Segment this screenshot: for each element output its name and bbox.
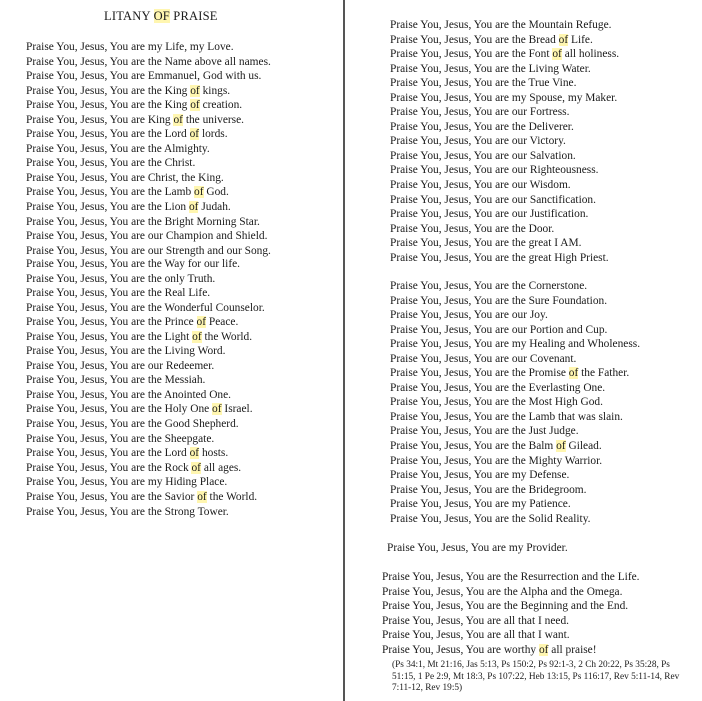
litany-line: Praise You, Jesus, You are the King of kings. — [26, 84, 231, 97]
litany-line: Praise You, Jesus, You are the Beginning and the End. — [382, 600, 629, 613]
litany-line: Praise You, Jesus, You are our Portion and Cup. — [390, 323, 608, 336]
litany-line: Praise You, Jesus, You are King of the universe. — [26, 113, 245, 126]
litany-line: Praise You, Jesus, You are the Mountain Refuge. — [390, 19, 612, 31]
litany-line: Praise You, Jesus, You are our Joy. — [390, 309, 548, 322]
highlighted-word: of — [556, 440, 566, 453]
litany-line: Praise You, Jesus, You are the Good Shepherd. — [26, 418, 239, 431]
left-stanza-3 — [26, 490, 257, 519]
litany-line: Praise You, Jesus, You are the great I AM. — [390, 237, 582, 250]
highlighted-word: of — [189, 128, 200, 141]
litany-line: Praise You, Jesus, You are the Font of all holiness. — [390, 48, 620, 61]
litany-line: Praise You, Jesus, You are the Everlasting One. — [390, 381, 606, 394]
page-title: LITANY OF PRAISE — [104, 9, 218, 23]
highlighted-word: of — [568, 367, 579, 380]
litany-line: Praise You, Jesus, You are worthy of all praise! — [382, 643, 597, 656]
litany-line: Praise You, Jesus, You are the Lamb of God. — [26, 186, 229, 199]
scripture-references: (Ps 34:1, Mt 21:16, Jas 5:13, Ps 150:2, Ps 92:1-3, 2 Ch 20:22, Ps 35:28, Ps 51:15, 1 Pe 2:9, Mt 18:3, Ps 107:22, Heb 13:15, Ps 116:17, Rev 5:11-14, Rev 7:11-12, Rev 19:5) — [392, 660, 680, 694]
litany-line: Praise You, Jesus, You are the Wonderful Counselor. — [26, 301, 265, 314]
litany-line: Praise You, Jesus, You are our Champion and Shield. — [26, 230, 268, 243]
right-stanza-2 — [390, 279, 640, 526]
highlighted-word: of — [197, 491, 207, 503]
highlighted-word: of — [196, 316, 207, 329]
litany-line: Praise You, Jesus, You are the Strong Tower. — [26, 505, 229, 518]
litany-line: Praise You, Jesus, You are my Hiding Place. — [26, 476, 228, 489]
litany-line: Praise You, Jesus, You are the Way for our life. — [26, 258, 241, 270]
litany-line: Praise You, Jesus, You are my Patience. — [390, 498, 571, 511]
litany-line: Praise You, Jesus, You are the Living Word. — [26, 345, 226, 358]
litany-line: Praise You, Jesus, You are the Rock of all ages. — [26, 461, 242, 474]
litany-line: Praise You, Jesus, You are the Light of the World. — [26, 330, 253, 343]
litany-line: Praise You, Jesus, You are the great High Priest. — [390, 251, 609, 264]
highlighted-word: of — [191, 461, 201, 474]
left-stanza-1 — [26, 40, 271, 258]
litany-line: Praise You, Jesus, You are our Justification. — [390, 208, 589, 221]
column-divider — [343, 0, 345, 701]
litany-line: Praise You, Jesus, You are the Messiah. — [26, 374, 206, 387]
litany-line: Praise You, Jesus, You are the Real Life. — [26, 287, 211, 300]
left-stanza-2 — [26, 257, 265, 490]
litany-line: Praise You, Jesus, You are the Cornerstone. — [390, 280, 588, 292]
litany-line: Praise You, Jesus, You are the True Vine. — [390, 77, 577, 90]
litany-line: Praise You, Jesus, You are the Savior of the World. — [26, 491, 258, 503]
litany-line: Praise You, Jesus, You are the Lion of Judah. — [26, 201, 231, 214]
litany-line: Praise You, Jesus, You are the Alpha and the Omega. — [382, 585, 623, 598]
litany-line: Praise You, Jesus, You are the Holy One of Israel. — [26, 403, 253, 416]
litany-line: Praise You, Jesus, You are the Almighty. — [26, 142, 210, 155]
litany-line: Praise You, Jesus, You are the Living Water. — [390, 62, 591, 75]
left-column — [0, 0, 343, 701]
litany-line: Praise You, Jesus, You are the Christ. — [26, 157, 196, 170]
highlighted-word: of — [189, 447, 200, 460]
litany-line: Praise You, Jesus, You are the Anointed One. — [26, 388, 232, 401]
litany-line: Praise You, Jesus, You are the Bread of Life. — [390, 33, 593, 46]
highlighted-word: of — [212, 403, 222, 416]
litany-line: Praise You, Jesus, You are the Just Judge. — [390, 425, 579, 438]
highlighted-word: of — [190, 99, 200, 112]
highlighted-word: of — [192, 330, 202, 343]
highlighted-word: of — [558, 33, 569, 46]
litany-line: Praise You, Jesus, You are the Mighty Warrior. — [390, 454, 603, 467]
litany-line: Praise You, Jesus, You are the Lord of hosts. — [26, 447, 229, 460]
litany-line: Praise You, Jesus, You are Emmanuel, God with us. — [26, 70, 262, 83]
litany-line: Praise You, Jesus, You are the only Truth. — [26, 272, 216, 285]
litany-line: Praise You, Jesus, You are our Victory. — [390, 135, 566, 148]
litany-line: Praise You, Jesus, You are our Fortress. — [390, 106, 570, 119]
right-stanza-4 — [382, 570, 640, 657]
litany-line: Praise You, Jesus, You are the Promise of the Father. — [390, 367, 630, 380]
right-stanza-1 — [390, 18, 619, 265]
litany-line: Praise You, Jesus, You are our Redeemer. — [26, 359, 215, 372]
litany-line: Praise You, Jesus, You are my Spouse, my Maker. — [390, 91, 618, 104]
highlighted-word: OF — [153, 9, 170, 23]
right-stanza-3 — [387, 541, 568, 556]
highlighted-word: of — [173, 113, 183, 126]
litany-line: Praise You, Jesus, You are my Defense. — [390, 469, 570, 482]
highlighted-word: of — [538, 643, 549, 656]
litany-line: Praise You, Jesus, You are the Lord of lords. — [26, 128, 228, 141]
litany-line: Praise You, Jesus, You are Christ, the King. — [26, 171, 224, 184]
litany-line: Praise You, Jesus, You are my Provider. — [387, 542, 568, 554]
litany-line: Praise You, Jesus, You are the Sheepgate. — [26, 432, 215, 445]
litany-line: Praise You, Jesus, You are the Name above all names. — [26, 55, 271, 68]
litany-line: Praise You, Jesus, You are our Sanctification. — [390, 193, 596, 206]
litany-line: Praise You, Jesus, You are the Most High God. — [390, 396, 603, 409]
litany-line: Praise You, Jesus, You are the Bridegroom. — [390, 483, 587, 496]
litany-line: Praise You, Jesus, You are our Strength and our Song. — [26, 244, 271, 257]
highlighted-word: of — [188, 201, 199, 214]
litany-line: Praise You, Jesus, You are the Lamb that was slain. — [390, 410, 623, 423]
litany-line: Praise You, Jesus, You are the Door. — [390, 222, 555, 235]
litany-line: Praise You, Jesus, You are the Solid Reality. — [390, 512, 591, 525]
litany-line: Praise You, Jesus, You are our Wisdom. — [390, 179, 571, 192]
litany-line: Praise You, Jesus, You are the Bright Morning Star. — [26, 215, 260, 228]
litany-line: Praise You, Jesus, You are our Covenant. — [390, 352, 577, 365]
litany-line: Praise You, Jesus, You are our Righteousness. — [390, 164, 599, 177]
highlighted-word: of — [190, 84, 200, 97]
litany-line: Praise You, Jesus, You are all that I want. — [382, 629, 570, 642]
highlighted-word: of — [194, 186, 204, 199]
litany-line: Praise You, Jesus, You are our Salvation. — [390, 149, 576, 162]
litany-line: Praise You, Jesus, You are the Sure Foundation. — [390, 294, 608, 307]
litany-line: Praise You, Jesus, You are my Healing and Wholeness. — [390, 338, 641, 351]
highlighted-word: of — [552, 48, 562, 61]
litany-line: Praise You, Jesus, You are the Resurrection and the Life. — [382, 571, 640, 583]
litany-line: Praise You, Jesus, You are the Prince of Peace. — [26, 316, 239, 329]
litany-line: Praise You, Jesus, You are all that I need. — [382, 614, 569, 627]
right-column — [347, 0, 702, 701]
litany-line: Praise You, Jesus, You are the Balm of Gilead. — [390, 440, 602, 453]
litany-line: Praise You, Jesus, You are the King of creation. — [26, 99, 243, 112]
litany-line: Praise You, Jesus, You are my Life, my Love. — [26, 41, 234, 53]
litany-line: Praise You, Jesus, You are the Deliverer. — [390, 120, 574, 133]
